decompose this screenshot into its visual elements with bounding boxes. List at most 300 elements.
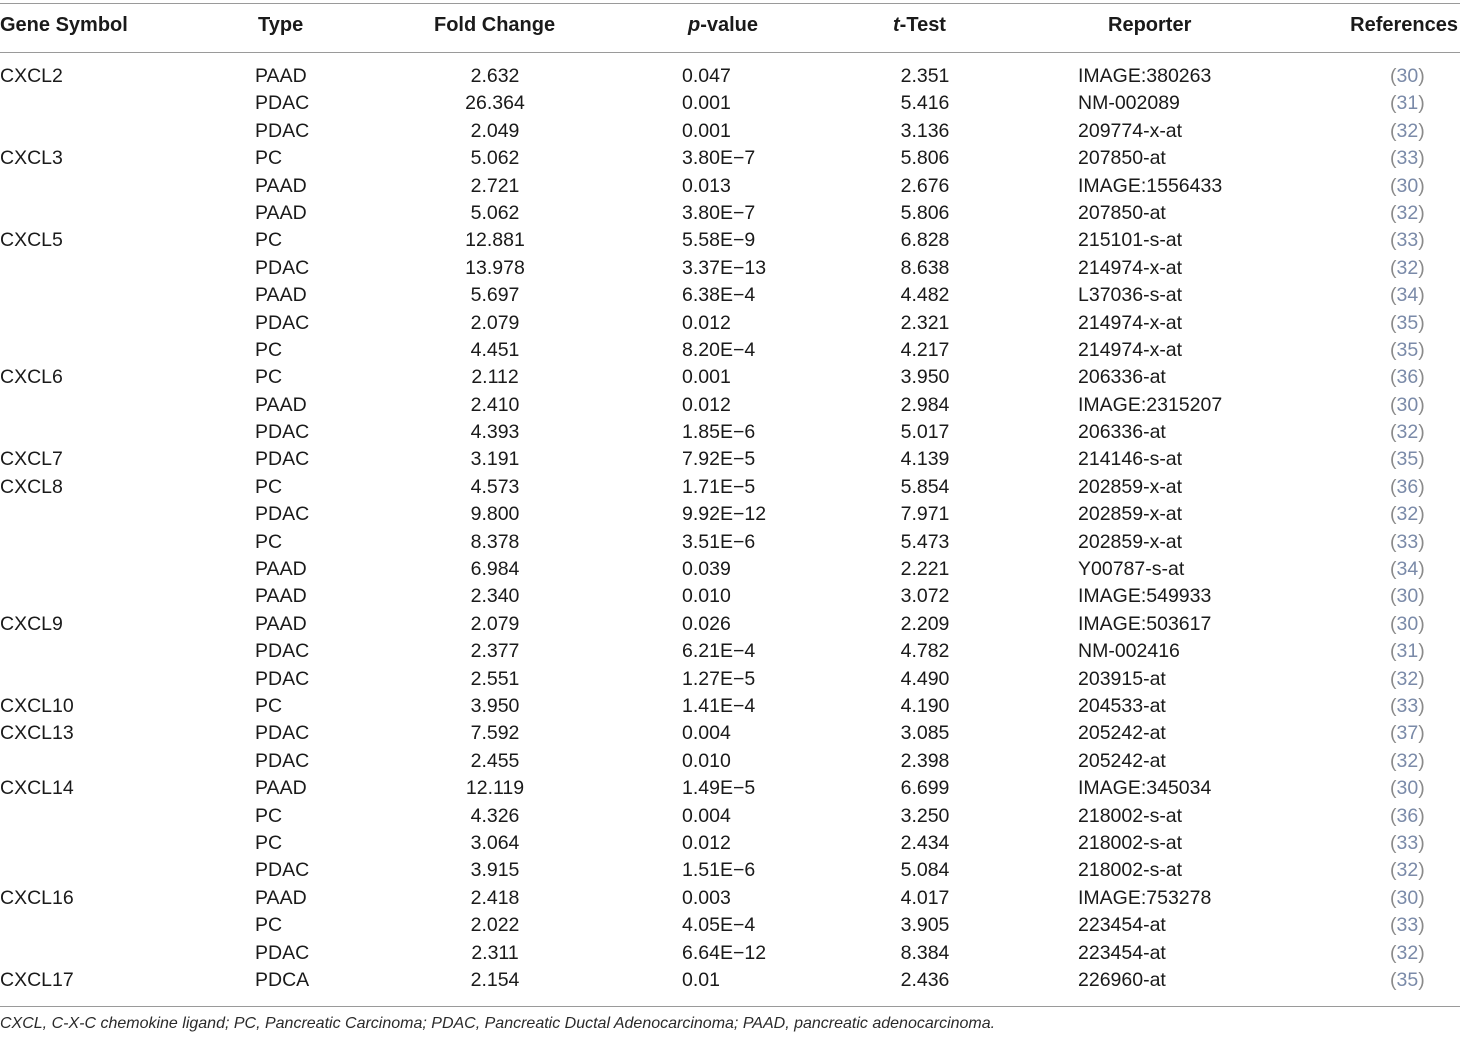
cell-reference: (34): [1390, 284, 1425, 307]
cell-reference: (32): [1390, 667, 1425, 690]
cell-reporter: 223454-at: [1078, 914, 1166, 937]
cell-fold-change: 2.340: [470, 585, 520, 608]
cell-fold-change: 2.418: [470, 886, 520, 909]
header-reporter: Reporter: [1108, 14, 1192, 36]
cell-reporter: IMAGE:503617: [1078, 612, 1212, 635]
cell-reference: (32): [1390, 201, 1425, 224]
cell-p-value: 0.010: [682, 749, 731, 772]
cell-reference: (34): [1390, 558, 1425, 581]
cell-reference: (30): [1390, 174, 1425, 197]
cell-reference: (36): [1390, 475, 1425, 498]
cell-type: PAAD: [255, 558, 307, 581]
cell-t-test: 2.436: [900, 968, 950, 991]
cell-fold-change: 2.410: [470, 393, 520, 416]
reference-link[interactable]: 32: [1396, 749, 1419, 772]
cell-p-value: 0.001: [682, 366, 731, 389]
cell-reporter: NM-002089: [1078, 92, 1180, 115]
cell-p-value: 5.58E−9: [682, 229, 756, 252]
cell-p-value: 0.001: [682, 119, 731, 142]
table-row: [0, 666, 1460, 693]
cell-p-value: 3.37E−13: [682, 256, 767, 279]
cell-t-test: 5.806: [900, 147, 950, 170]
cell-type: PDAC: [255, 640, 310, 663]
cell-t-test: 3.950: [900, 366, 950, 389]
cell-fold-change: 12.881: [465, 229, 525, 252]
cell-type: PAAD: [255, 612, 307, 635]
cell-reporter: 204533-at: [1078, 694, 1166, 717]
cell-p-value: 1.71E−5: [682, 475, 756, 498]
cell-reference: (33): [1390, 147, 1425, 170]
cell-fold-change: 5.062: [470, 147, 520, 170]
table-row: [0, 556, 1460, 583]
table-row: [0, 310, 1460, 337]
cell-t-test: 2.676: [900, 174, 950, 197]
cell-reporter: 223454-at: [1078, 941, 1166, 964]
table-row: [0, 90, 1460, 117]
cell-t-test: 2.984: [900, 393, 950, 416]
cell-reference: (32): [1390, 941, 1425, 964]
cell-t-test: 6.699: [900, 777, 950, 800]
cell-fold-change: 5.062: [470, 201, 520, 224]
cell-type: PAAD: [255, 65, 307, 87]
cell-reference: (30): [1390, 777, 1425, 800]
header-t-test: [893, 14, 946, 37]
cell-fold-change: 9.800: [470, 503, 520, 526]
cell-reference: (32): [1390, 421, 1425, 444]
cell-p-value: 1.51E−6: [682, 859, 756, 882]
reference-link[interactable]: 32: [1396, 941, 1419, 964]
cell-reporter: 202859-x-at: [1078, 475, 1183, 498]
table-row: [0, 857, 1460, 884]
cell-p-value: 0.013: [682, 174, 731, 197]
cell-type: PAAD: [255, 393, 307, 416]
cell-p-value: 1.49E−5: [682, 777, 756, 800]
cell-type: PC: [255, 530, 283, 553]
cell-p-value: 0.012: [682, 311, 731, 334]
reference-link[interactable]: 33: [1396, 147, 1419, 170]
cell-t-test: 2.221: [900, 558, 950, 581]
cell-t-test: 3.136: [900, 119, 950, 142]
reference-link[interactable]: 36: [1396, 804, 1419, 827]
cell-p-value: 0.010: [682, 585, 731, 608]
table-row: [0, 392, 1460, 419]
table-row: [0, 200, 1460, 227]
cell-p-value: 0.012: [682, 393, 731, 416]
cell-type: PC: [255, 831, 283, 854]
cell-type: PC: [255, 229, 283, 252]
cell-reference: (30): [1390, 585, 1425, 608]
cell-reference: (31): [1390, 640, 1425, 663]
cell-t-test: 5.416: [900, 92, 950, 115]
table-row: [0, 940, 1460, 967]
cell-t-test: 4.490: [900, 667, 950, 690]
cell-p-value: 1.85E−6: [682, 421, 756, 444]
cell-gene-symbol: CXCL10: [0, 694, 74, 717]
cell-reporter: 202859-x-at: [1078, 530, 1183, 553]
cell-fold-change: 2.049: [470, 119, 520, 142]
cell-t-test: 4.017: [900, 886, 950, 909]
reference-link[interactable]: 31: [1396, 92, 1419, 115]
reference-link[interactable]: 35: [1396, 338, 1419, 361]
table-row: [0, 63, 1460, 90]
reference-link[interactable]: 35: [1396, 968, 1419, 991]
cell-reporter: 205242-at: [1078, 749, 1166, 772]
table-row: [0, 474, 1460, 501]
cell-reference: (30): [1390, 612, 1425, 635]
cell-reference: (30): [1390, 886, 1425, 909]
cell-fold-change: 3.950: [470, 694, 520, 717]
cell-p-value: 0.003: [682, 886, 731, 909]
cell-reporter: IMAGE:1556433: [1078, 174, 1223, 197]
cell-reporter: IMAGE:2315207: [1078, 393, 1223, 416]
table-header-rule: [0, 52, 1460, 53]
cell-fold-change: 12.119: [465, 777, 525, 800]
reference-link[interactable]: 31: [1396, 640, 1419, 663]
cell-p-value: 9.92E−12: [682, 503, 767, 526]
cell-type: PDAC: [255, 92, 310, 115]
cell-fold-change: 2.079: [470, 612, 520, 635]
cell-type: PDAC: [255, 503, 310, 526]
cell-reporter: 207850-at: [1078, 201, 1166, 224]
cell-gene-symbol: CXCL17: [0, 968, 74, 991]
cell-reporter: IMAGE:549933: [1078, 585, 1212, 608]
reference-link[interactable]: 32: [1396, 859, 1419, 882]
table-row: [0, 446, 1460, 473]
header-fold-change: Fold Change: [434, 14, 556, 36]
reference-link[interactable]: 32: [1396, 421, 1419, 444]
cell-t-test: 4.217: [900, 338, 950, 361]
reference-link[interactable]: 30: [1396, 585, 1419, 608]
cell-type: PAAD: [255, 284, 307, 307]
reference-link[interactable]: 37: [1396, 722, 1419, 745]
header-type: Type: [258, 14, 304, 36]
cell-t-test: 3.072: [900, 585, 950, 608]
cell-fold-change: 2.154: [470, 968, 520, 991]
cell-fold-change: 2.551: [470, 667, 520, 690]
cell-fold-change: 2.022: [470, 914, 520, 937]
reference-link[interactable]: 33: [1396, 229, 1419, 252]
reference-link[interactable]: 36: [1396, 475, 1419, 498]
reference-link[interactable]: 32: [1396, 119, 1419, 142]
cell-t-test: 8.638: [900, 256, 950, 279]
cell-fold-change: 7.592: [470, 722, 520, 745]
reference-link[interactable]: 32: [1396, 667, 1419, 690]
table-row: [0, 282, 1460, 309]
cell-reporter: 214974-x-at: [1078, 311, 1183, 334]
header-t-italic: t: [893, 14, 900, 36]
reference-link[interactable]: 30: [1396, 777, 1419, 800]
cell-reporter: 202859-x-at: [1078, 503, 1183, 526]
reference-link[interactable]: 30: [1396, 393, 1419, 416]
header-gene-symbol: Gene Symbol: [0, 14, 128, 36]
cell-type: PDAC: [255, 256, 310, 279]
cell-t-test: 4.139: [900, 448, 950, 471]
cell-reference: (35): [1390, 311, 1425, 334]
cell-p-value: 6.21E−4: [682, 640, 756, 663]
header-t-rest: -Test: [899, 14, 946, 36]
header-p-rest: -value: [700, 14, 759, 36]
cell-reporter: IMAGE:753278: [1078, 886, 1212, 909]
reference-link[interactable]: 33: [1396, 530, 1419, 553]
cell-t-test: 2.434: [900, 831, 950, 854]
cell-reporter: 206336-at: [1078, 366, 1166, 389]
cell-p-value: 3.80E−7: [682, 147, 756, 170]
cell-p-value: 3.51E−6: [682, 530, 756, 553]
cell-reporter: 205242-at: [1078, 722, 1166, 745]
cell-type: PC: [255, 366, 283, 389]
header-p-italic: p: [688, 14, 701, 36]
cell-fold-change: 5.697: [470, 284, 520, 307]
cell-p-value: 0.001: [682, 92, 731, 115]
table-row: [0, 583, 1460, 610]
cell-t-test: 4.190: [900, 694, 950, 717]
header-p-value: [688, 14, 758, 37]
table-footnote: CXCL, C-X-C chemokine ligand; PC, Pancreatic Carcinoma; PDAC, Pancreatic Ductal Adenocarcinoma; PAAD, pancreatic adenocarcinoma.: [0, 1015, 996, 1032]
cell-reporter: 218002-s-at: [1078, 831, 1183, 854]
reference-link[interactable]: 30: [1396, 65, 1419, 87]
cell-t-test: 2.321: [900, 311, 950, 334]
cell-p-value: 0.01: [682, 968, 720, 991]
cell-reference: (33): [1390, 229, 1425, 252]
cell-gene-symbol: CXCL7: [0, 448, 63, 471]
table-row: [0, 748, 1460, 775]
cell-t-test: 2.398: [900, 749, 950, 772]
cell-fold-change: 4.326: [470, 804, 520, 827]
cell-p-value: 4.05E−4: [682, 914, 756, 937]
cell-p-value: 7.92E−5: [682, 448, 756, 471]
table-row: [0, 364, 1460, 391]
cell-fold-change: 4.573: [470, 475, 520, 498]
cell-type: PDAC: [255, 749, 310, 772]
cell-t-test: 5.854: [900, 475, 950, 498]
cell-reporter: 209774-x-at: [1078, 119, 1183, 142]
cell-reference: (33): [1390, 914, 1425, 937]
cell-gene-symbol: CXCL3: [0, 147, 63, 170]
cell-fold-change: 3.064: [470, 831, 520, 854]
cell-reporter: 215101-s-at: [1078, 229, 1183, 252]
cell-fold-change: 2.079: [470, 311, 520, 334]
cell-fold-change: 2.721: [470, 174, 520, 197]
cell-reference: (32): [1390, 503, 1425, 526]
cell-reporter: 226960-at: [1078, 968, 1166, 991]
table-row: [0, 173, 1460, 200]
cell-type: PC: [255, 475, 283, 498]
cell-t-test: 5.084: [900, 859, 950, 882]
cell-gene-symbol: CXCL14: [0, 777, 74, 800]
cell-fold-change: 26.364: [465, 92, 525, 115]
cell-t-test: 4.782: [900, 640, 950, 663]
cell-reference: (33): [1390, 530, 1425, 553]
cell-p-value: 0.004: [682, 804, 731, 827]
cell-type: PDCA: [255, 968, 310, 991]
cell-t-test: 6.828: [900, 229, 950, 252]
cell-t-test: 5.017: [900, 421, 950, 444]
cell-gene-symbol: CXCL2: [0, 65, 63, 87]
cell-p-value: 6.38E−4: [682, 284, 756, 307]
cell-type: PDAC: [255, 421, 310, 444]
table-row: [0, 638, 1460, 665]
cell-fold-change: 4.393: [470, 421, 520, 444]
cell-p-value: 8.20E−4: [682, 338, 756, 361]
table-row: [0, 693, 1460, 720]
cell-reporter: 214974-x-at: [1078, 256, 1183, 279]
cell-p-value: 1.27E−5: [682, 667, 756, 690]
cell-type: PDAC: [255, 448, 310, 471]
table-row: [0, 419, 1460, 446]
cell-p-value: 3.80E−7: [682, 201, 756, 224]
cell-t-test: 5.806: [900, 201, 950, 224]
reference-link[interactable]: 32: [1396, 256, 1419, 279]
cell-reference: (31): [1390, 92, 1425, 115]
cell-reporter: NM-002416: [1078, 640, 1180, 663]
cell-reporter: IMAGE:345034: [1078, 777, 1212, 800]
cell-reference: (37): [1390, 722, 1425, 745]
table-body: [0, 63, 1460, 994]
cell-reference: (30): [1390, 65, 1425, 87]
table-row: [0, 118, 1460, 145]
cell-p-value: 0.026: [682, 612, 731, 635]
header-references: References: [1350, 14, 1458, 36]
table-top-rule: [0, 3, 1460, 4]
cell-type: PAAD: [255, 777, 307, 800]
cell-reference: (32): [1390, 859, 1425, 882]
cell-reference: (30): [1390, 393, 1425, 416]
table-row: [0, 501, 1460, 528]
cell-p-value: 0.012: [682, 831, 731, 854]
cell-reporter: IMAGE:380263: [1078, 65, 1212, 87]
cell-type: PC: [255, 914, 283, 937]
reference-link[interactable]: 34: [1396, 284, 1419, 307]
cell-t-test: 3.250: [900, 804, 950, 827]
table-header: [0, 14, 1460, 40]
table-row: [0, 967, 1460, 994]
cell-type: PC: [255, 338, 283, 361]
cell-type: PC: [255, 694, 283, 717]
cell-p-value: 1.41E−4: [682, 694, 756, 717]
cell-p-value: 6.64E−12: [682, 941, 767, 964]
cell-reporter: 206336-at: [1078, 421, 1166, 444]
cell-reference: (36): [1390, 804, 1425, 827]
cell-reporter: 207850-at: [1078, 147, 1166, 170]
cell-type: PAAD: [255, 174, 307, 197]
cell-t-test: 3.905: [900, 914, 950, 937]
reference-link[interactable]: 30: [1396, 612, 1419, 635]
table-row: [0, 775, 1460, 802]
cell-fold-change: 8.378: [470, 530, 520, 553]
table-row: [0, 803, 1460, 830]
cell-fold-change: 2.112: [471, 366, 519, 389]
cell-p-value: 0.047: [682, 65, 731, 87]
table-row: [0, 830, 1460, 857]
cell-gene-symbol: CXCL6: [0, 366, 63, 389]
cell-p-value: 0.039: [682, 558, 731, 581]
reference-link[interactable]: 35: [1396, 448, 1419, 471]
table-bottom-rule: [0, 1006, 1460, 1007]
cell-gene-symbol: CXCL8: [0, 475, 63, 498]
cell-reference: (35): [1390, 338, 1425, 361]
cell-p-value: 0.004: [682, 722, 731, 745]
cell-gene-symbol: CXCL5: [0, 229, 63, 252]
cell-fold-change: 2.455: [470, 749, 520, 772]
cell-reporter: 218002-s-at: [1078, 859, 1183, 882]
cell-type: PDAC: [255, 311, 310, 334]
reference-link[interactable]: 33: [1396, 694, 1419, 717]
cell-gene-symbol: CXCL13: [0, 722, 74, 745]
cell-fold-change: 4.451: [470, 338, 520, 361]
table-row: [0, 611, 1460, 638]
cell-fold-change: 13.978: [465, 256, 525, 279]
reference-link[interactable]: 33: [1396, 831, 1419, 854]
cell-reporter: L37036-s-at: [1078, 284, 1183, 307]
cell-type: PAAD: [255, 585, 307, 608]
cell-reference: (35): [1390, 968, 1425, 991]
cell-type: PAAD: [255, 201, 307, 224]
cell-reference: (33): [1390, 694, 1425, 717]
reference-link[interactable]: 32: [1396, 201, 1419, 224]
cell-type: PDAC: [255, 667, 310, 690]
cell-reporter: 218002-s-at: [1078, 804, 1183, 827]
reference-link[interactable]: 33: [1396, 914, 1419, 937]
cell-fold-change: 2.632: [470, 65, 520, 87]
cell-type: PAAD: [255, 886, 307, 909]
table-row: [0, 720, 1460, 747]
table-row: [0, 885, 1460, 912]
reference-link[interactable]: 34: [1396, 558, 1419, 581]
cell-reference: (32): [1390, 119, 1425, 142]
reference-link[interactable]: 32: [1396, 503, 1419, 526]
cell-type: PDAC: [255, 119, 310, 142]
cell-fold-change: 6.984: [470, 558, 520, 581]
table-row: [0, 255, 1460, 282]
table-row: [0, 912, 1460, 939]
cell-gene-symbol: CXCL9: [0, 612, 63, 635]
cell-reporter: 214146-s-at: [1078, 448, 1183, 471]
cell-fold-change: 2.377: [470, 640, 520, 663]
cell-reference: (36): [1390, 366, 1425, 389]
cell-reporter: 203915-at: [1078, 667, 1166, 690]
cell-type: PC: [255, 804, 283, 827]
cell-t-test: 7.971: [900, 503, 950, 526]
table-row: [0, 145, 1460, 172]
reference-link[interactable]: 30: [1396, 886, 1419, 909]
cell-type: PDAC: [255, 941, 310, 964]
cell-gene-symbol: CXCL16: [0, 886, 74, 909]
cell-reporter: Y00787-s-at: [1078, 558, 1185, 581]
cell-fold-change: 2.311: [471, 941, 519, 964]
cell-t-test: 5.473: [900, 530, 950, 553]
reference-link[interactable]: 30: [1396, 174, 1419, 197]
cell-type: PC: [255, 147, 283, 170]
cell-reference: (32): [1390, 749, 1425, 772]
cell-type: PDAC: [255, 722, 310, 745]
cell-t-test: 4.482: [900, 284, 950, 307]
cell-reference: (32): [1390, 256, 1425, 279]
cell-reference: (35): [1390, 448, 1425, 471]
table-row: [0, 227, 1460, 254]
cell-reference: (33): [1390, 831, 1425, 854]
reference-link[interactable]: 36: [1396, 366, 1419, 389]
cell-fold-change: 3.915: [470, 859, 520, 882]
cell-reporter: 214974-x-at: [1078, 338, 1183, 361]
cell-type: PDAC: [255, 859, 310, 882]
cell-t-test: 8.384: [900, 941, 950, 964]
cell-t-test: 2.209: [900, 612, 950, 635]
table-row: [0, 529, 1460, 556]
cell-t-test: 2.351: [900, 65, 950, 87]
cell-fold-change: 3.191: [470, 448, 520, 471]
cell-t-test: 3.085: [900, 722, 950, 745]
reference-link[interactable]: 35: [1396, 311, 1419, 334]
